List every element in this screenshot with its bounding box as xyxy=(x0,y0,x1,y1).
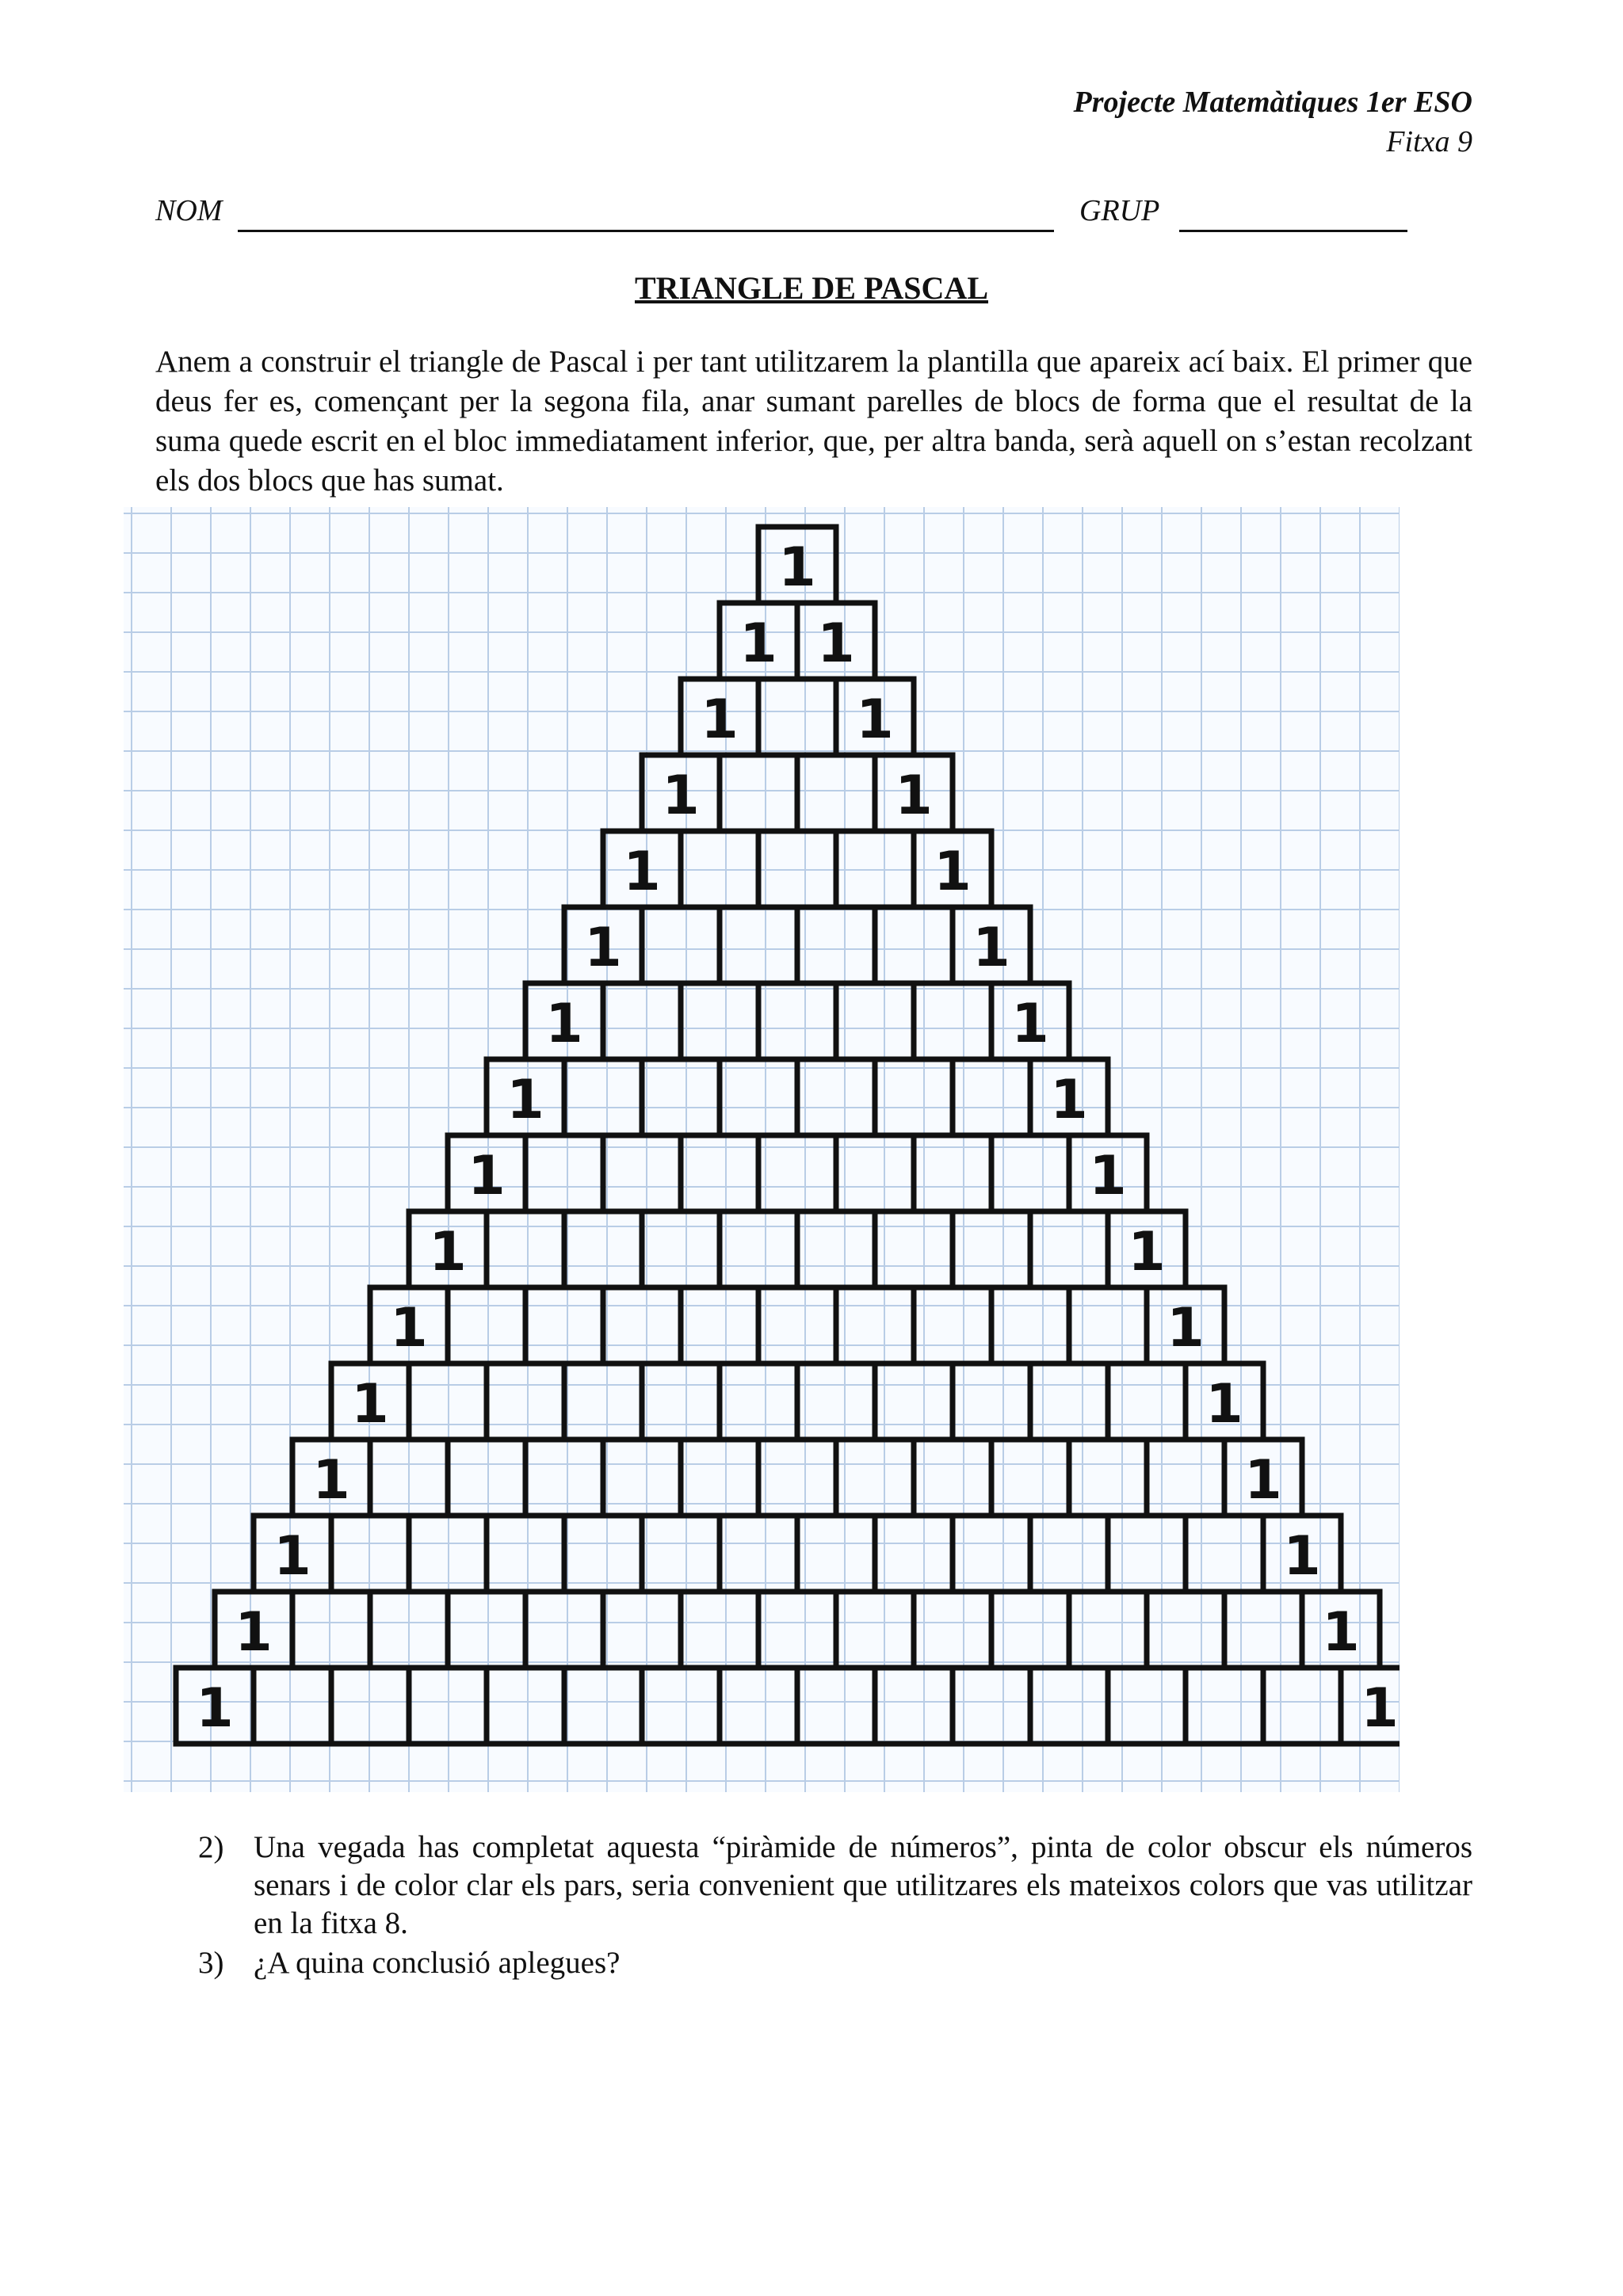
pyramid-row xyxy=(642,755,953,831)
edge-number-one: 1 xyxy=(934,841,972,903)
edge-number-one: 1 xyxy=(662,765,700,827)
pascal-triangle-figure xyxy=(124,507,1400,1792)
edge-number-one: 1 xyxy=(390,1297,428,1360)
edge-number-one: 1 xyxy=(312,1449,350,1512)
name-group-row xyxy=(155,193,1407,241)
edge-number-one: 1 xyxy=(1244,1449,1282,1512)
edge-number-one: 1 xyxy=(1322,1601,1360,1664)
edge-number-one: 1 xyxy=(972,917,1010,979)
edge-number-one: 1 xyxy=(1128,1221,1166,1283)
pyramid-row xyxy=(720,603,875,679)
edge-number-one: 1 xyxy=(739,612,777,675)
intro-paragraph: Anem a construir el triangle de Pascal i per tant utilitzarem la plantilla que apareix ací baix. El primer que deus fer es, començant per la segona fila, anar sumant parelles de blocs de forma que el resultat de la suma quede escrit en el bloc immediatament inferior, que, per altra banda, serà aquell on s’estan recolzant els dos blocs que has sumat. xyxy=(155,345,1472,498)
worksheet-title: TRIANGLE DE PASCAL xyxy=(635,270,988,306)
question-text: Una vegada has completat aquesta “piràmide de números”, pinta de color obscur els números senars i de color clar els pars, seria convenient que utilitzares els mateixos colors que vas utilitzar en la fitxa 8. xyxy=(254,1830,1472,1940)
page-header xyxy=(1074,82,1472,162)
edge-number-one: 1 xyxy=(623,841,661,903)
edge-number-one: 1 xyxy=(1361,1677,1399,1740)
name-label: NOM xyxy=(155,194,223,227)
edge-number-one: 1 xyxy=(235,1601,273,1664)
edge-number-one: 1 xyxy=(1089,1145,1127,1207)
edge-number-one: 1 xyxy=(545,993,583,1055)
edge-number-one: 1 xyxy=(778,536,816,599)
edge-number-one: 1 xyxy=(429,1221,467,1283)
edge-number-one: 1 xyxy=(506,1069,544,1131)
edge-number-one: 1 xyxy=(1050,1069,1088,1131)
pascal-triangle-template xyxy=(124,507,1400,1792)
edge-number-one: 1 xyxy=(468,1145,506,1207)
name-field[interactable] xyxy=(238,230,1054,232)
group-label: GRUP xyxy=(1079,194,1160,227)
question-item xyxy=(198,1944,1472,1982)
group-field[interactable] xyxy=(1179,230,1407,232)
edge-number-one: 1 xyxy=(1283,1525,1321,1588)
edge-number-one: 1 xyxy=(1011,993,1049,1055)
question-item xyxy=(198,1829,1472,1943)
questions-list xyxy=(198,1829,1472,1984)
edge-number-one: 1 xyxy=(817,612,855,675)
edge-number-one: 1 xyxy=(701,688,739,751)
graph-paper-background xyxy=(124,507,1400,1792)
sheet-number: Fitxa 9 xyxy=(1386,125,1472,158)
question-text: ¿A quina conclusió aplegues? xyxy=(254,1946,621,1980)
edge-number-one: 1 xyxy=(273,1525,311,1588)
question-number: 2) xyxy=(198,1830,224,1864)
edge-number-one: 1 xyxy=(895,765,933,827)
edge-number-one: 1 xyxy=(856,688,894,751)
edge-number-one: 1 xyxy=(1167,1297,1205,1360)
edge-number-one: 1 xyxy=(196,1677,234,1740)
edge-number-one: 1 xyxy=(1205,1373,1243,1436)
edge-number-one: 1 xyxy=(351,1373,389,1436)
question-number: 3) xyxy=(198,1946,224,1980)
course-title: Projecte Matemàtiques 1er ESO xyxy=(1073,86,1472,119)
edge-number-one: 1 xyxy=(584,917,622,979)
